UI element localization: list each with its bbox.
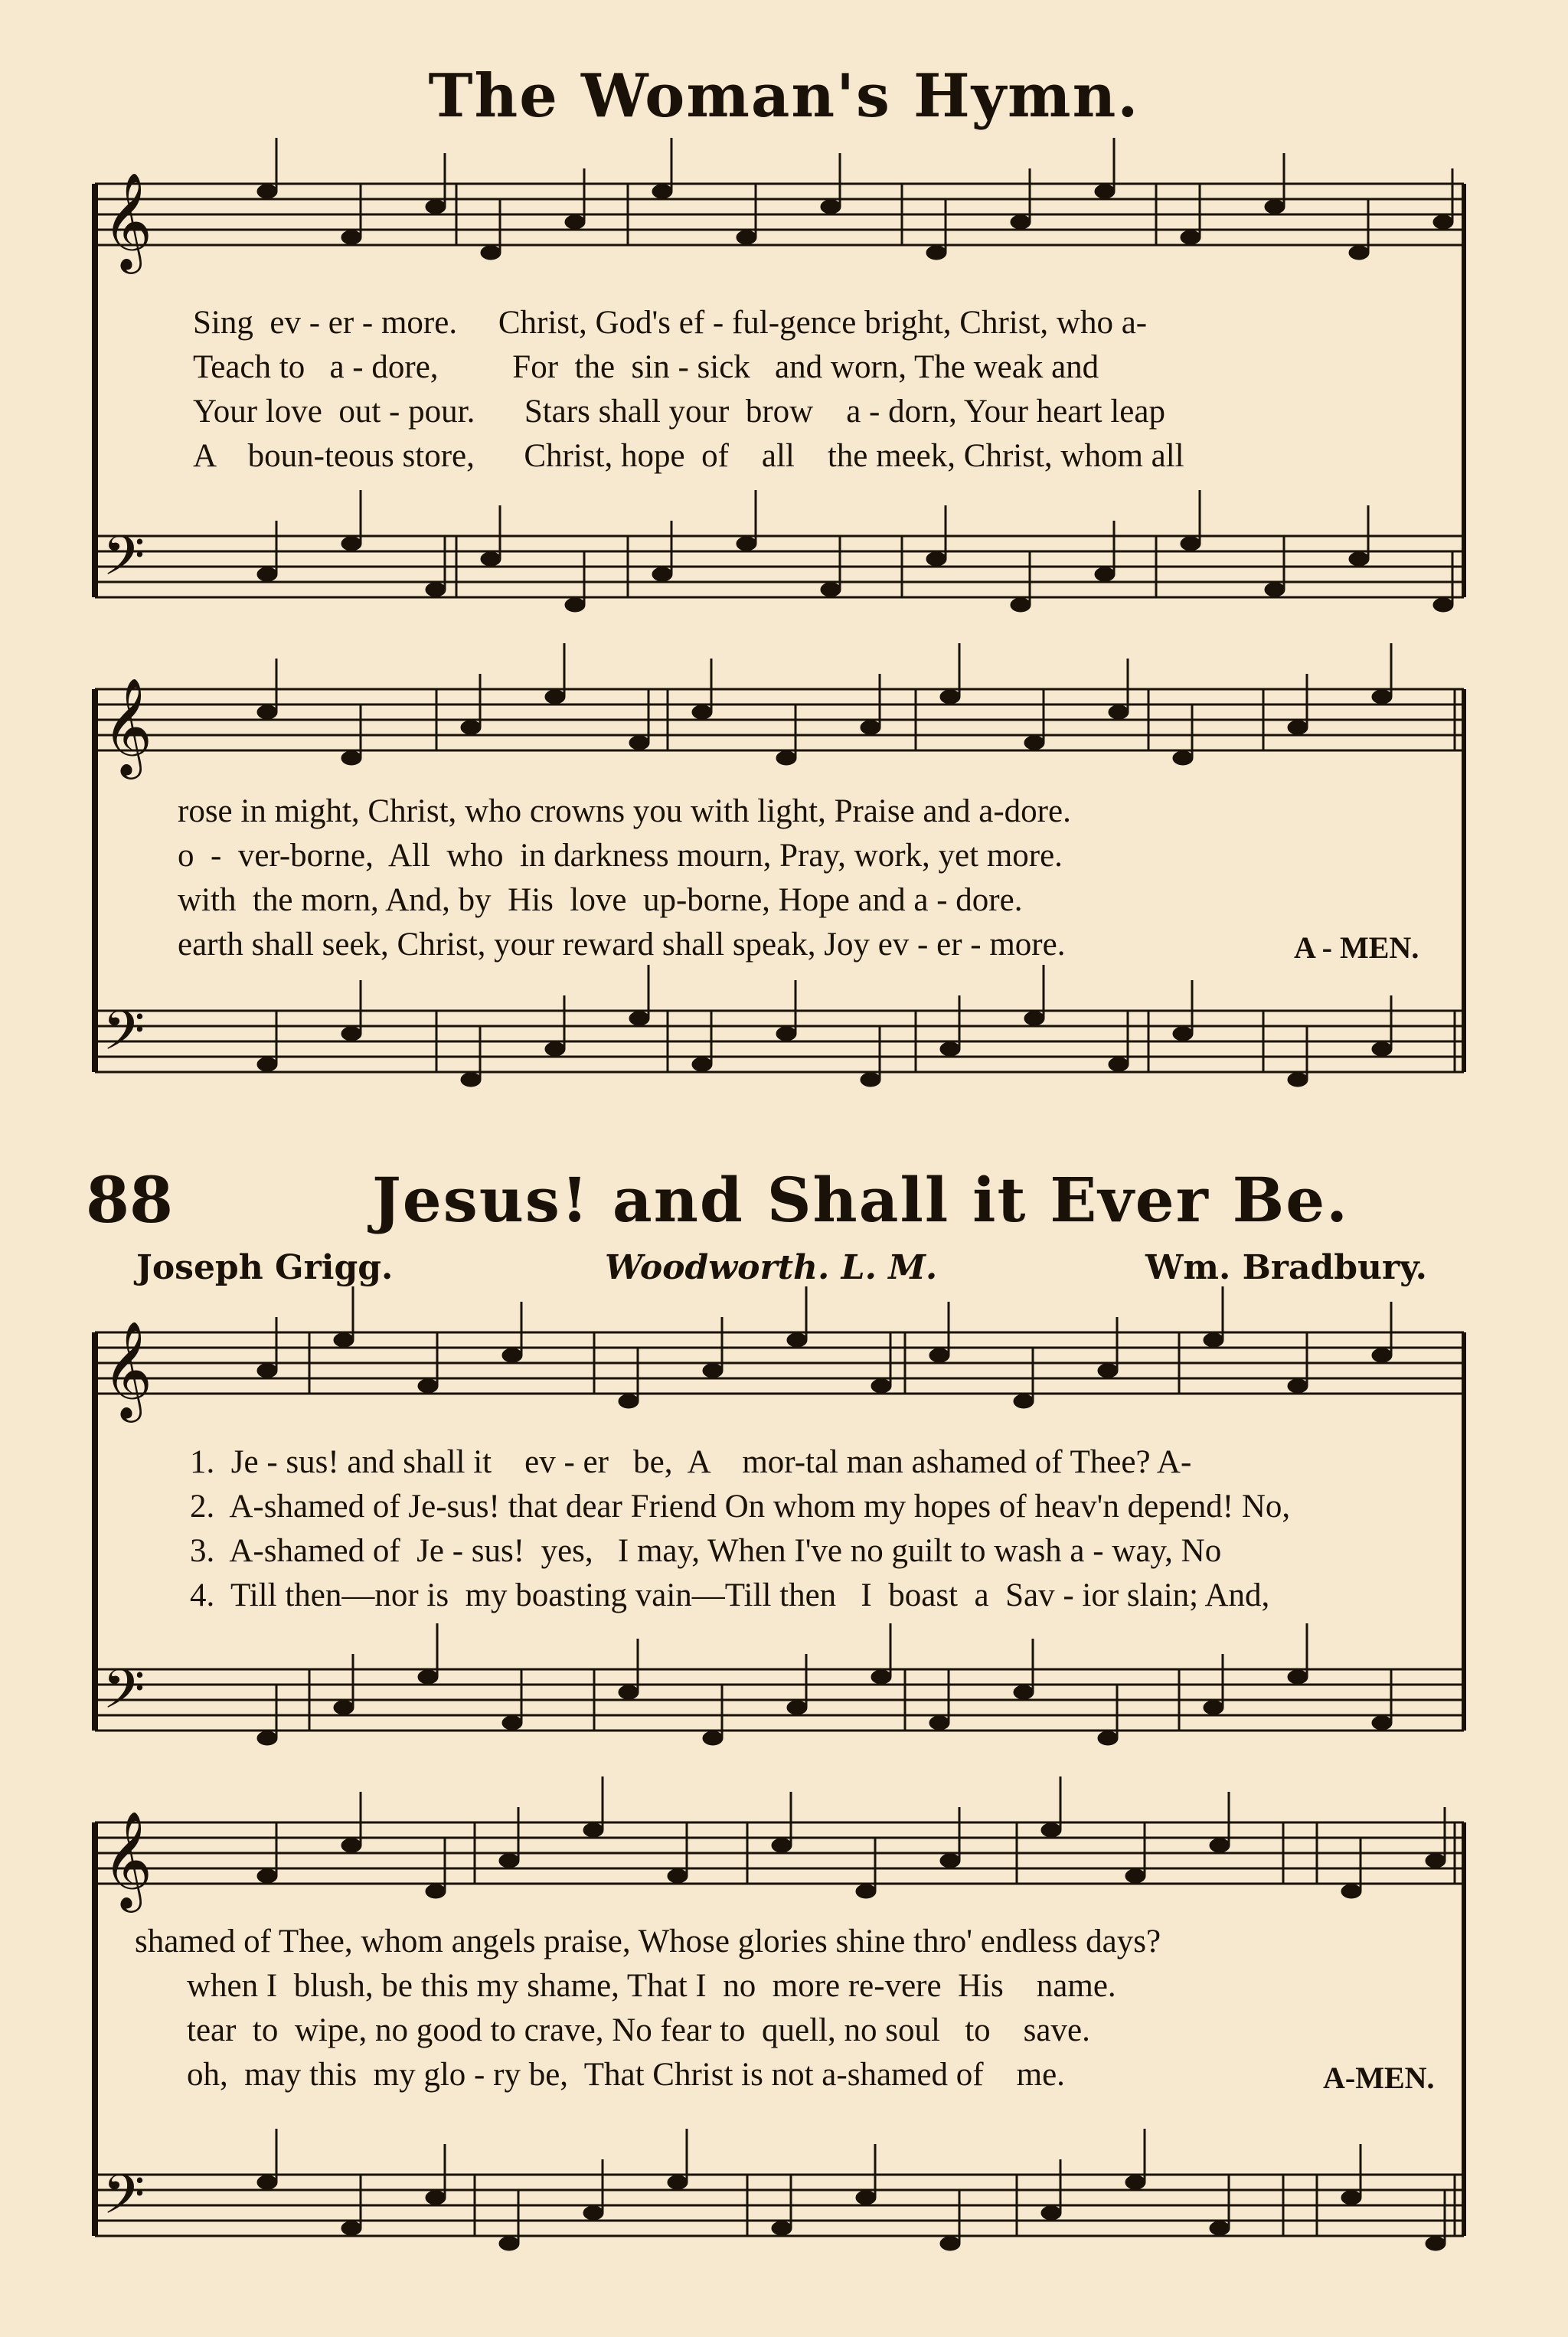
- note-head: [856, 2191, 876, 2205]
- hymn1-verse-4-line-1: A boun-teous store, Christ, hope of all the meek, Christ, whom all: [193, 438, 1184, 474]
- note-head: [940, 1854, 960, 1868]
- hymn1-verse-3-line-2: with the morn, And, by His love up-borne, Hope and a - dore.: [178, 882, 1023, 918]
- note-head: [1014, 1685, 1034, 1699]
- hymn2-verse-2-line-1: 2. A-shamed of Je-sus! that dear Friend On whom my hopes of heav'n depend! No,: [190, 1489, 1291, 1525]
- note-head: [257, 185, 277, 198]
- note-head: [619, 1685, 639, 1699]
- note-head: [772, 2221, 792, 2235]
- note-head: [737, 537, 756, 551]
- note-head: [940, 1042, 960, 1056]
- note-head: [1426, 2237, 1446, 2250]
- note-head: [1341, 1884, 1361, 1898]
- note-head: [426, 200, 446, 214]
- hymn2-verse-3-line-1: 3. A-shamed of Je - sus! yes, I may, When I've no guilt to wash a - way, No: [190, 1533, 1222, 1569]
- note-head: [1041, 2206, 1061, 2220]
- note-head: [499, 1854, 519, 1868]
- hymn2-title: Jesus! and Shall it Ever Be.: [371, 1164, 1350, 1236]
- note-head: [1265, 200, 1285, 214]
- note-head: [499, 2237, 519, 2250]
- note-head: [940, 2237, 960, 2250]
- hymn1-verse-2-line-1: Teach to a - dore, For the sin - sick and worn, The weak and: [193, 349, 1099, 385]
- note-head: [418, 1670, 438, 1684]
- note-head: [703, 1731, 723, 1745]
- hymn1-verse-2-line-2: o - ver-borne, All who in darkness mourn, Pray, work, yet more.: [178, 838, 1063, 874]
- note-head: [776, 751, 796, 765]
- hymn2-author: Joseph Grigg.: [136, 1248, 394, 1287]
- note-head: [1011, 598, 1031, 612]
- hymn1-verse-3-line-1: Your love out - pour. Stars shall your brow a - dorn, Your heart leap: [193, 394, 1165, 430]
- note-head: [692, 1057, 712, 1071]
- hymn1-verse-4-line-2: earth shall seek, Christ, your reward shall speak, Joy ev - er - more.: [178, 927, 1066, 963]
- note-head: [426, 583, 446, 597]
- note-head: [856, 1884, 876, 1898]
- note-head: [545, 690, 565, 704]
- note-head: [668, 1869, 688, 1883]
- note-head: [583, 1823, 603, 1837]
- note-head: [257, 1869, 277, 1883]
- note-head: [1125, 1869, 1145, 1883]
- hymn2-verse-4-line-2: oh, may this my glo - ry be, That Christ is not a-shamed of me.: [187, 2057, 1065, 2093]
- note-head: [257, 2175, 277, 2189]
- note-head: [1125, 2175, 1145, 2189]
- note-head: [341, 1027, 361, 1041]
- note-head: [426, 1884, 446, 1898]
- hymn2-verse-3-line-2: tear to wipe, no good to crave, No fear to quell, no soul to save.: [187, 2012, 1090, 2048]
- note-head: [1349, 246, 1369, 260]
- note-head: [257, 567, 277, 581]
- bass-clef-icon: 𝄢: [103, 525, 145, 601]
- note-head: [461, 1073, 481, 1087]
- note-head: [1288, 1073, 1308, 1087]
- hymn2-verse-2-line-2: when I blush, be this my shame, That I no more re-vere His name.: [187, 1968, 1116, 2004]
- note-head: [821, 200, 841, 214]
- note-head: [481, 246, 501, 260]
- hymn1-amen: A - MEN.: [1294, 930, 1419, 965]
- note-head: [772, 1839, 792, 1852]
- hymn1-verse-1-line-1: Sing ev - er - more. Christ, God's ef - ful-gence bright, Christ, who a-: [193, 305, 1148, 341]
- note-head: [787, 1333, 807, 1347]
- note-head: [1288, 721, 1308, 734]
- note-head: [652, 185, 672, 198]
- note-head: [545, 1042, 565, 1056]
- note-head: [1204, 1333, 1223, 1347]
- hymn2-amen: A-MEN.: [1323, 2061, 1435, 2095]
- note-head: [652, 567, 672, 581]
- note-head: [1288, 1379, 1308, 1393]
- note-head: [629, 1012, 649, 1025]
- note-head: [619, 1394, 639, 1408]
- note-head: [418, 1379, 438, 1393]
- treble-clef-icon: 𝄞: [103, 1320, 153, 1418]
- hymn2-verse-1-line-1: 1. Je - sus! and shall it ev - er be, A mor-tal man ashamed of Thee? A-: [190, 1444, 1192, 1480]
- note-head: [1210, 2221, 1230, 2235]
- hymn1-title: The Woman's Hymn.: [428, 61, 1140, 131]
- note-head: [1426, 1854, 1446, 1868]
- note-head: [861, 721, 880, 734]
- note-head: [565, 215, 585, 229]
- note-head: [1372, 1716, 1392, 1730]
- note-head: [629, 736, 649, 750]
- note-head: [583, 2206, 603, 2220]
- note-head: [341, 2221, 361, 2235]
- note-head: [1098, 1364, 1118, 1378]
- note-head: [334, 1701, 354, 1714]
- note-head: [502, 1716, 522, 1730]
- note-head: [703, 1364, 723, 1378]
- bass-clef-icon: 𝄢: [103, 1658, 145, 1734]
- note-head: [565, 598, 585, 612]
- note-head: [861, 1073, 880, 1087]
- note-head: [926, 246, 946, 260]
- note-head: [1173, 751, 1193, 765]
- note-head: [1024, 1012, 1044, 1025]
- note-head: [1341, 2191, 1361, 2205]
- hymn2-verse-1-line-2: shamed of Thee, whom angels praise, Whose glories shine thro' endless days?: [135, 1924, 1161, 1959]
- hymn1-verse-1-line-2: rose in might, Christ, who crowns you with light, Praise and a-dore.: [178, 793, 1071, 829]
- note-head: [821, 583, 841, 597]
- note-head: [776, 1027, 796, 1041]
- bass-clef-icon: 𝄢: [103, 999, 145, 1076]
- note-head: [481, 552, 501, 566]
- note-head: [334, 1333, 354, 1347]
- note-head: [1181, 230, 1200, 244]
- note-head: [1288, 1670, 1308, 1684]
- note-head: [1173, 1027, 1193, 1041]
- note-head: [1109, 705, 1129, 719]
- note-head: [1372, 1042, 1392, 1056]
- note-head: [1433, 215, 1453, 229]
- note-head: [1095, 567, 1115, 581]
- note-head: [341, 1839, 361, 1852]
- note-head: [871, 1379, 891, 1393]
- hymn2-tune: Woodworth. L. M.: [605, 1248, 938, 1287]
- note-head: [1181, 537, 1200, 551]
- note-head: [257, 705, 277, 719]
- note-head: [871, 1670, 891, 1684]
- note-head: [929, 1348, 949, 1362]
- note-head: [1014, 1394, 1034, 1408]
- note-head: [341, 751, 361, 765]
- hymn2-number: 88: [86, 1164, 174, 1237]
- note-head: [1011, 215, 1031, 229]
- note-head: [1372, 690, 1392, 704]
- note-head: [461, 721, 481, 734]
- note-head: [502, 1348, 522, 1362]
- note-head: [1349, 552, 1369, 566]
- note-head: [1265, 583, 1285, 597]
- note-head: [787, 1701, 807, 1714]
- note-head: [257, 1057, 277, 1071]
- note-head: [1372, 1348, 1392, 1362]
- note-head: [929, 1716, 949, 1730]
- hymn2-composer: Wm. Bradbury.: [1145, 1248, 1427, 1287]
- note-head: [940, 690, 960, 704]
- note-head: [257, 1364, 277, 1378]
- note-head: [1210, 1839, 1230, 1852]
- note-head: [341, 230, 361, 244]
- note-head: [1098, 1731, 1118, 1745]
- hymn2-verse-4-line-1: 4. Till then—nor is my boasting vain—Till then I boast a Sav - ior slain; And,: [190, 1577, 1270, 1613]
- note-head: [341, 537, 361, 551]
- note-head: [1024, 736, 1044, 750]
- note-head: [668, 2175, 688, 2189]
- treble-clef-icon: 𝄞: [103, 1810, 153, 1908]
- note-head: [426, 2191, 446, 2205]
- note-head: [1041, 1823, 1061, 1837]
- note-head: [926, 552, 946, 566]
- bass-clef-icon: 𝄢: [103, 2163, 145, 2240]
- note-head: [1095, 185, 1115, 198]
- note-head: [692, 705, 712, 719]
- note-head: [1109, 1057, 1129, 1071]
- note-head: [1204, 1701, 1223, 1714]
- treble-clef-icon: 𝄞: [103, 677, 153, 775]
- note-head: [1433, 598, 1453, 612]
- note-head: [737, 230, 756, 244]
- treble-clef-icon: 𝄞: [103, 172, 153, 270]
- note-head: [257, 1731, 277, 1745]
